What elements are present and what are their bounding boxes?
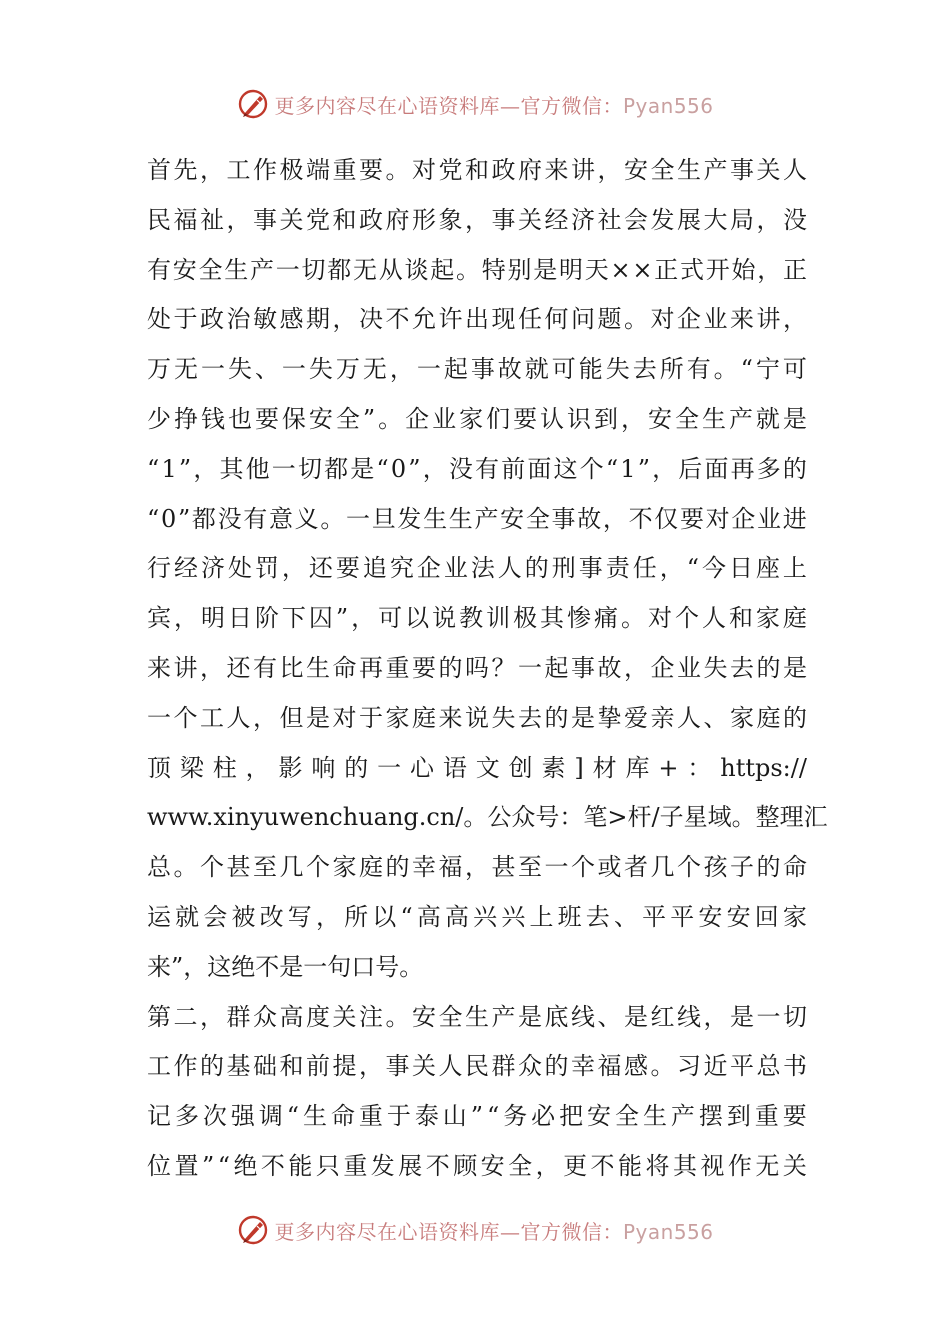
text-line: 来 讲 ， 还 有 比 生 命 再 重 要 的 吗 ？ 一 起 事 故 ， 企 业 失 去 的 是 bbox=[147, 653, 807, 682]
text-line: 工 作 的 基 础 和 前 提 ， 事 关 人 民 群 众 的 幸 福 感 。 习 近 平 总 书 bbox=[147, 1052, 807, 1081]
pen-logo-icon bbox=[236, 1213, 270, 1247]
text-line: 一 个 工 人 ， 但 是 对 于 家 庭 来 说 失 去 的 是 挚 爱 亲 人 、 家 庭 的 bbox=[147, 703, 807, 732]
header-banner bbox=[0, 84, 950, 124]
header-wechat-id: Pyan556 bbox=[622, 93, 714, 118]
text-line: 记 多 次 强 调 “ 生 命 重 于 泰 山 ” “ 务 必 把 安 全 生 产 摆 到 重 要 bbox=[147, 1102, 807, 1131]
text-line: 位 置 ” “ 绝 不 能 只 重 发 展 不 顾 安 全 ， 更 不 能 将 其 视 作 无 关 bbox=[147, 1151, 807, 1180]
text-line: 少 挣 钱 也 要 保 安 全 ” 。 企 业 家 们 要 认 识 到 ， 安 全 生 产 就 是 bbox=[147, 404, 807, 433]
text-line: 顶 梁 柱 ， 影 响 的 一 心 语 文 创 素 ] 材 库 + ： https:// bbox=[147, 753, 807, 782]
footer-banner-text: 更多内容尽在心语资料库—官方微信：Pyan556 bbox=[274, 1219, 714, 1244]
footer-banner bbox=[0, 1210, 950, 1250]
text-line: 民 福 祉 ， 事 关 党 和 政 府 形 象 ， 事 关 经 济 社 会 发 展 大 局 ， 没 bbox=[147, 205, 807, 234]
pen-logo-icon bbox=[236, 87, 270, 121]
text-line: 第 二 ， 群 众 高 度 关 注 。 安 全 生 产 是 底 线 、 是 红 线 ， 是 一 切 bbox=[147, 1002, 807, 1031]
text-line: 万 无 一 失 、 一 失 万 无 ， 一 起 事 故 就 可 能 失 去 所 有 。 “ 宁 可 bbox=[147, 355, 807, 384]
footer-wechat-id: Pyan556 bbox=[622, 1219, 714, 1244]
header-banner-text: 更多内容尽在心语资料库—官方微信：Pyan556 bbox=[274, 93, 714, 118]
text-line: 有 安 全 生 产 一 切 都 无 从 谈 起 。 特 别 是 明 天 × × 正 式 开 始 ， 正 bbox=[147, 255, 807, 284]
text-line: 运 就 会 被 改 写 ， 所 以 “ 高 高 兴 兴 上 班 去 、 平 平 安 安 回 家 bbox=[147, 902, 807, 931]
text-line: www.xinyuwenchuang.cn/ 。 公 众 号 ： 笔 > 杆 / 子 星 域 。 整 理 汇 bbox=[147, 803, 828, 832]
text-line: “ 1 ” ， 其 他 一 切 都 是 “ 0 ” ， 没 有 前 面 这 个 “ 1 ” ， 后 面 再 多 的 bbox=[147, 454, 807, 483]
text-line: 首 先 ， 工 作 极 端 重 要 。 对 党 和 政 府 来 讲 ， 安 全 生 产 事 关 人 bbox=[147, 156, 807, 184]
text-line: 来”，这绝不是一句口号。 bbox=[147, 952, 424, 981]
text-line: 总 。 个 甚 至 几 个 家 庭 的 幸 福 ， 甚 至 一 个 或 者 几 个 孩 子 的 命 bbox=[147, 853, 807, 882]
text-line: 行 经 济 处 罚 ， 还 要 追 究 企 业 法 人 的 刑 事 责 任 ， “ 今 日 座 上 bbox=[147, 554, 807, 583]
text-line: 处 于 政 治 敏 感 期 ， 决 不 允 许 出 现 任 何 问 题 。 对 企 业 来 讲 ， bbox=[147, 305, 807, 334]
text-line: 宾 ， 明 日 阶 下 囚 ” ， 可 以 说 教 训 极 其 惨 痛 。 对 个 人 和 家 庭 bbox=[147, 604, 807, 633]
document-body bbox=[147, 146, 828, 1192]
text-line: “ 0 ” 都 没 有 意 义 。 一 旦 发 生 生 产 安 全 事 故 ， 不 仅 要 对 企 业 进 bbox=[147, 504, 807, 533]
